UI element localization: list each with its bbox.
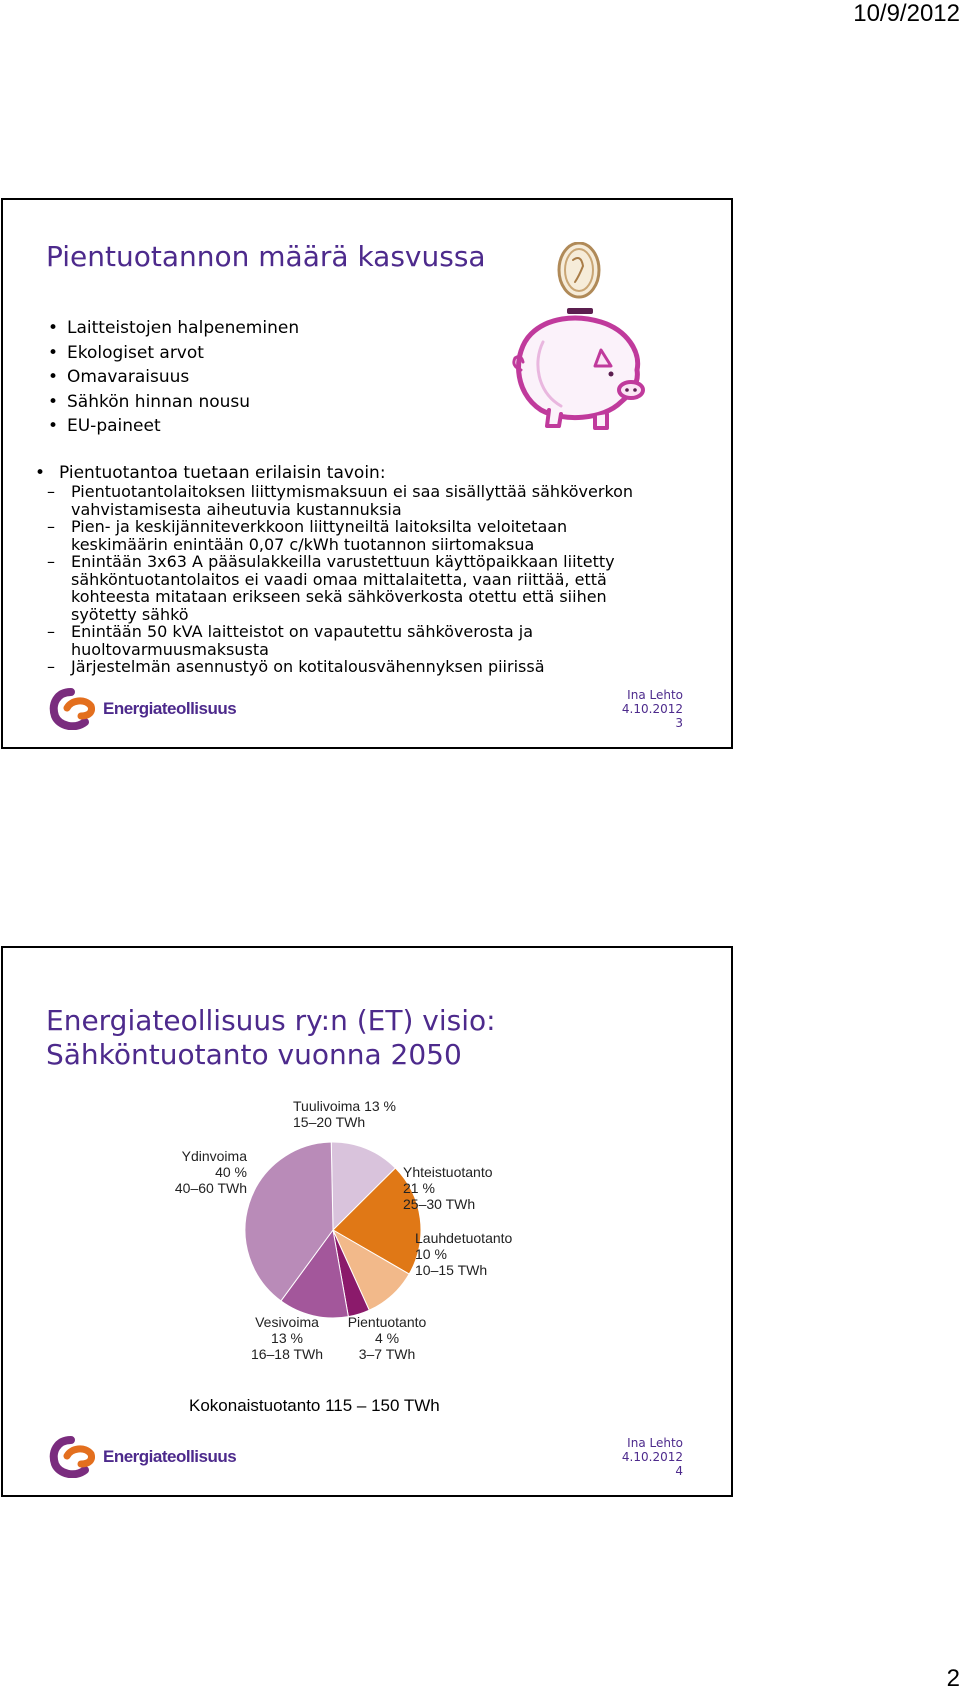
label-tuulivoima — [293, 1098, 396, 1130]
slice-range: 10–15 TWh — [415, 1262, 488, 1278]
slice-name: Yhteistuotanto — [403, 1164, 493, 1180]
list-item: • Laitteistojen halpeneminen — [48, 316, 299, 341]
slice-percent: 13 % — [364, 1098, 396, 1114]
slide-title-line-1: Energiateollisuus ry:n (ET) visio: — [46, 1004, 496, 1037]
logo-text: Energiateollisuus — [103, 699, 237, 718]
production-pie-chart — [153, 1098, 533, 1388]
slice-range: 16–18 TWh — [250, 1346, 324, 1362]
slice-percent: 13 % — [271, 1330, 303, 1346]
list-item: • Sähkön hinnan nousu — [48, 390, 299, 415]
total-production: Kokonaistuotanto 115 – 150 TWh — [189, 1396, 440, 1415]
slide-footer — [622, 1436, 683, 1478]
logo-mark-icon — [49, 1436, 95, 1478]
slice-percent: 4 % — [374, 1330, 400, 1346]
slice-range: 25–30 TWh — [403, 1196, 476, 1212]
slice-name: Pientuotanto — [347, 1314, 427, 1330]
slice-range: 3–7 TWh — [358, 1346, 416, 1362]
support-sub-list — [59, 483, 659, 676]
slide-date: 4.10.2012 — [621, 1450, 683, 1464]
page-number: 2 — [946, 1665, 960, 1692]
list-item — [35, 464, 659, 676]
logo-mark-icon — [49, 688, 95, 730]
sub-list-item: – Pien- ja keskijänniteverkkoon liittyneiltä laitoksilta veloitetaan keskimäärin enintään 0,07 c/kWh tuotannon siirtomaksua — [35, 518, 659, 553]
slice-name: Lauhdetuotanto — [415, 1230, 513, 1246]
piggy-bank-icon — [503, 242, 653, 432]
slice-percent: 10 % — [415, 1246, 447, 1262]
energiateollisuus-logo — [49, 688, 236, 730]
reasons-list — [48, 316, 299, 439]
slide-4 — [1, 946, 733, 1497]
page-date: 10/9/2012 — [853, 0, 960, 27]
label-yhteistuotanto — [403, 1164, 493, 1212]
slide-number: 4 — [675, 1464, 683, 1478]
slice-percent: 21 % — [403, 1180, 435, 1196]
slice-range: 40–60 TWh — [174, 1180, 247, 1196]
slide-footer — [622, 688, 683, 730]
slide-date: 4.10.2012 — [621, 702, 683, 716]
list-item: • Ekologiset arvot — [48, 341, 299, 366]
slide-title: Pientuotannon määrä kasvussa — [46, 240, 486, 273]
slide-title-line-2: Sähköntuotanto vuonna 2050 — [46, 1038, 462, 1071]
slice-name: Ydinvoima — [181, 1148, 247, 1164]
slide-title — [46, 1004, 496, 1072]
list-item: • EU-paineet — [48, 414, 299, 439]
slide-3 — [1, 198, 733, 749]
sub-list-item: – Pientuotantolaitoksen liittymismaksuun ei saa sisällyttää sähköverkon vahvistamisesta aiheutuvia kustannuksia — [35, 483, 659, 518]
logo-text: Energiateollisuus — [103, 1447, 237, 1466]
energiateollisuus-logo — [49, 1436, 236, 1478]
slice-name: Tuulivoima — [293, 1098, 361, 1114]
author: Ina Lehto — [627, 1436, 683, 1450]
sub-list-item: – Enintään 3x63 A pääsulakkeilla varustettuun käyttöpaikkaan liitetty sähköntuotantolaitos ei vaadi omaa mittalaitetta, vaan riittää, että kohteesta mitataan erikseen sekä sähköverkosta otettu että siihen syötetty sähkö — [35, 553, 659, 623]
support-heading: Pientuotantoa tuetaan erilaisin tavoin: — [59, 463, 386, 483]
author: Ina Lehto — [627, 688, 683, 702]
list-item: • Omavaraisuus — [48, 365, 299, 390]
label-pientuotanto — [343, 1314, 431, 1362]
label-ydinvoima — [153, 1148, 247, 1196]
slice-name: Vesivoima — [255, 1314, 319, 1330]
label-lauhdetuotanto — [415, 1230, 512, 1278]
support-list — [35, 464, 659, 676]
sub-list-item: – Järjestelmän asennustyö on kotitalousvähennyksen piirissä — [35, 658, 659, 676]
slice-range: 15–20 TWh — [293, 1114, 366, 1130]
label-vesivoima — [249, 1314, 325, 1362]
slide-number: 3 — [675, 716, 683, 730]
sub-list-item: – Enintään 50 kVA laitteistot on vapautettu sähköverosta ja huoltovarmuusmaksusta — [35, 623, 659, 658]
slice-percent: 40 % — [215, 1164, 247, 1180]
